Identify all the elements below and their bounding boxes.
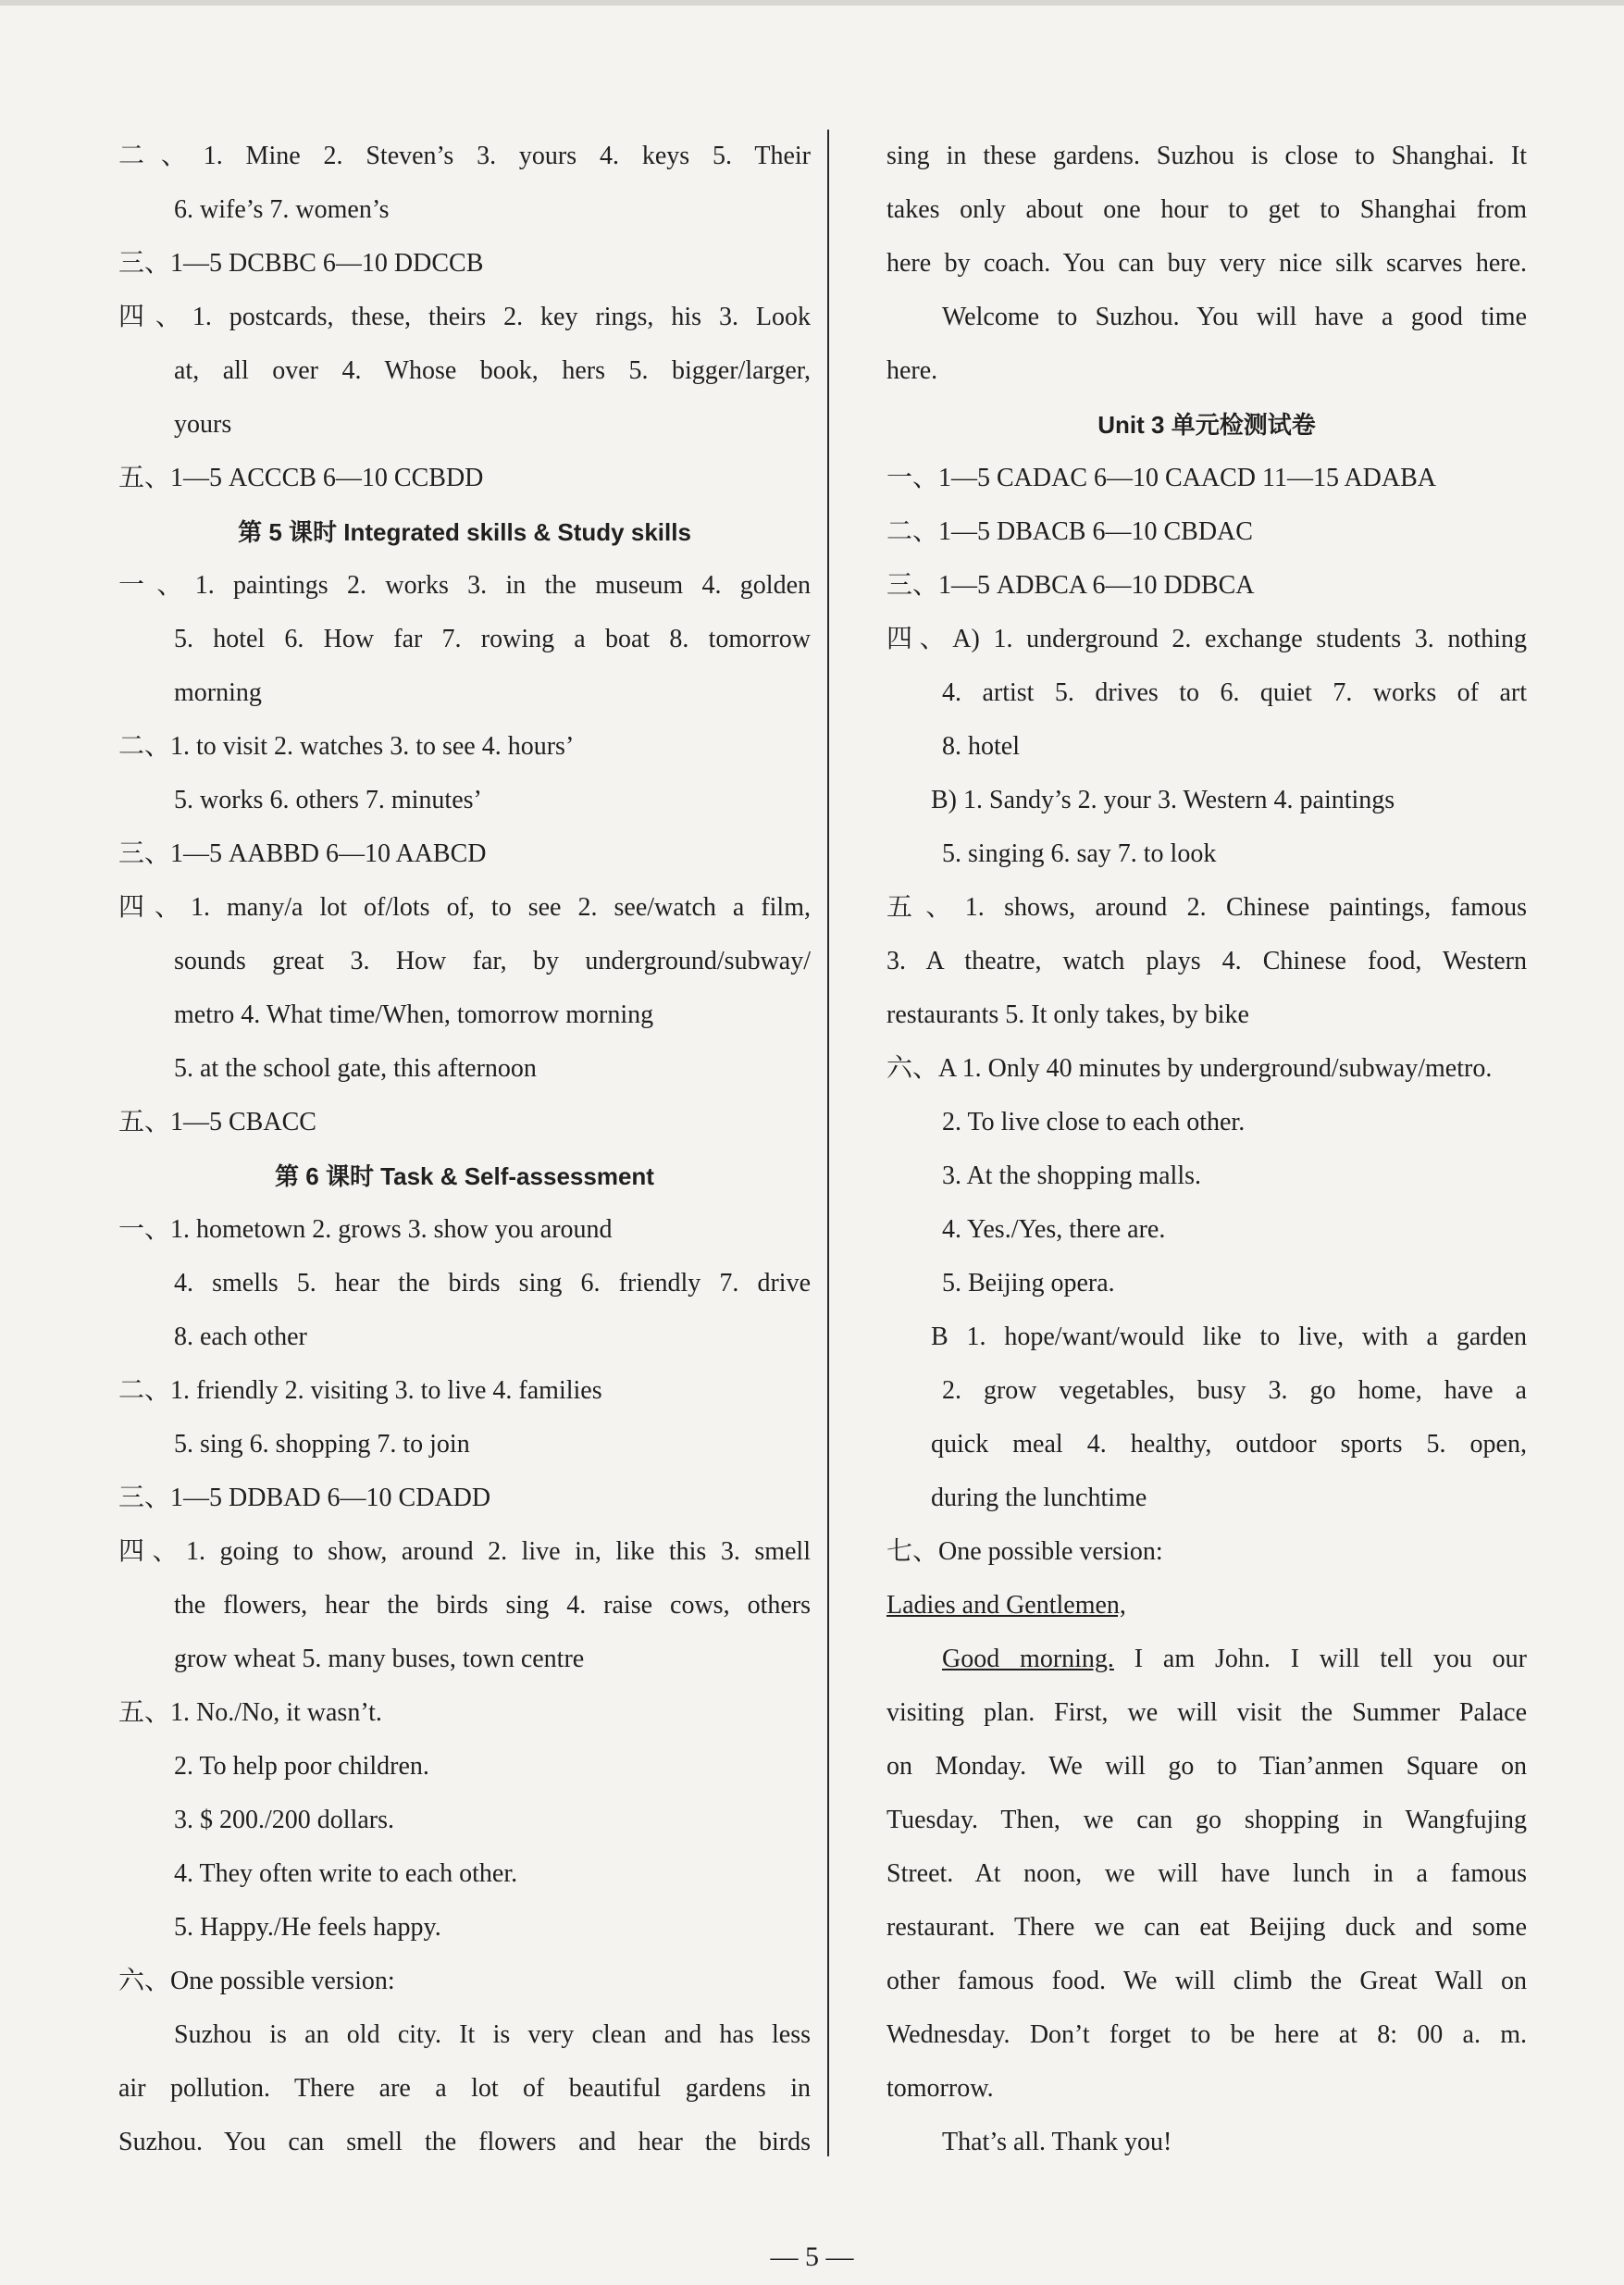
- left-line: air pollution. There are a lot of beautiful gardens in: [118, 2074, 811, 2103]
- right-line: Wednesday. Don’t forget to be here at 8: 00 a. m.: [886, 2020, 1527, 2049]
- right-line: 3. A theatre, watch plays 4. Chinese food, Western: [886, 947, 1527, 975]
- left-line: 五、1—5 ACCCB 6—10 CCBDD: [118, 464, 484, 492]
- column-divider: [827, 130, 829, 2156]
- left-line: 二、1. Mine 2. Steven’s 3. yours 4. keys 5. Their: [118, 142, 811, 170]
- right-line: Ladies and Gentlemen,: [886, 1591, 1126, 1620]
- right-line: Welcome to Suzhou. You will have a good time: [942, 303, 1527, 331]
- right-line: visiting plan. First, we will visit the Summer Palace: [886, 1698, 1527, 1727]
- right-line: 4. Yes./Yes, there are.: [942, 1215, 1166, 1244]
- right-line: restaurants 5. It only takes, by bike: [886, 1000, 1249, 1029]
- left-line: 5. sing 6. shopping 7. to join: [174, 1430, 470, 1459]
- right-line: tomorrow.: [886, 2074, 994, 2103]
- right-line: here by coach. You can buy very nice silk scarves here.: [886, 249, 1527, 278]
- right-line: here.: [886, 356, 938, 385]
- left-line: 5. hotel 6. How far 7. rowing a boat 8. tomorrow: [174, 625, 811, 653]
- right-line: Tuesday. Then, we can go shopping in Wangfujing: [886, 1806, 1527, 1834]
- right-line: 3. At the shopping malls.: [942, 1161, 1201, 1190]
- left-line: 4. smells 5. hear the birds sing 6. friendly 7. drive: [174, 1269, 811, 1298]
- right-line: 四、A) 1. underground 2. exchange students 3. nothing: [886, 625, 1527, 653]
- right-line: 三、1—5 ADBCA 6—10 DDBCA: [886, 571, 1255, 600]
- right-line: Street. At noon, we will have lunch in a famous: [886, 1859, 1527, 1888]
- right-line: other famous food. We will climb the Great Wall on: [886, 1967, 1527, 1995]
- right-column: [886, 130, 1527, 2169]
- left-line: 四、1. postcards, these, theirs 2. key rings, his 3. Look: [118, 303, 811, 331]
- right-line: 5. singing 6. say 7. to look: [942, 839, 1217, 868]
- left-line: 三、1—5 DDBAD 6—10 CDADD: [118, 1484, 491, 1512]
- right-line: B 1. hope/want/would like to live, with a garden: [931, 1323, 1527, 1351]
- right-line: Good morning. I am John. I will tell you our: [942, 1645, 1527, 1673]
- left-line: 二、1. friendly 2. visiting 3. to live 4. families: [118, 1376, 602, 1405]
- right-line: sing in these gardens. Suzhou is close to Shanghai. It: [886, 142, 1527, 170]
- left-line: 四、1. going to show, around 2. live in, like this 3. smell: [118, 1537, 811, 1566]
- left-line: 五、1—5 CBACC: [118, 1108, 316, 1136]
- left-line: 8. each other: [174, 1323, 307, 1351]
- right-line: restaurant. There we can eat Beijing duck and some: [886, 1913, 1527, 1942]
- right-line: 二、1—5 DBACB 6—10 CBDAC: [886, 517, 1253, 546]
- right-line: 六、A 1. Only 40 minutes by underground/subway/metro.: [886, 1054, 1493, 1083]
- left-line: 六、One possible version:: [118, 1967, 395, 1995]
- left-line: 6. wife’s 7. women’s: [174, 195, 390, 224]
- left-line: 二、1. to visit 2. watches 3. to see 4. hours’: [118, 732, 575, 761]
- right-line: 4. artist 5. drives to 6. quiet 7. works of art: [942, 678, 1527, 707]
- left-line: 五、1. No./No, it wasn’t.: [118, 1698, 382, 1727]
- page-number: — 5 —: [770, 2242, 854, 2272]
- right-line: 2. To live close to each other.: [942, 1108, 1246, 1136]
- right-line: 2. grow vegetables, busy 3. go home, have a: [942, 1376, 1527, 1405]
- left-line: grow wheat 5. many buses, town centre: [174, 1645, 585, 1673]
- left-line: 3. $ 200./200 dollars.: [174, 1806, 394, 1834]
- left-line: 第 5 课时 Integrated skills & Study skills: [238, 518, 691, 546]
- left-line: the flowers, hear the birds sing 4. raise cows, others: [174, 1591, 811, 1620]
- left-line: 2. To help poor children.: [174, 1752, 429, 1781]
- left-line: Suzhou is an old city. It is very clean and has less: [174, 2020, 811, 2049]
- left-line: 4. They often write to each other.: [174, 1859, 518, 1888]
- top-edge: [0, 0, 1624, 6]
- left-line: metro 4. What time/When, tomorrow morning: [174, 1000, 654, 1029]
- left-line: 三、1—5 DCBBC 6—10 DDCCB: [118, 249, 484, 278]
- left-line: 一、1. paintings 2. works 3. in the museum 4. golden: [118, 571, 811, 600]
- right-line: B) 1. Sandy’s 2. your 3. Western 4. paintings: [931, 786, 1395, 814]
- right-line: during the lunchtime: [931, 1484, 1147, 1512]
- left-line: morning: [174, 678, 262, 707]
- left-line: 5. Happy./He feels happy.: [174, 1913, 441, 1942]
- left-line: 四、1. many/a lot of/lots of, to see 2. see/watch a film,: [118, 893, 811, 922]
- left-line: Suzhou. You can smell the flowers and hear the birds: [118, 2128, 811, 2156]
- left-line: 一、1. hometown 2. grows 3. show you around: [118, 1215, 613, 1244]
- left-line: at, all over 4. Whose book, hers 5. bigger/larger,: [174, 356, 811, 385]
- right-line: Unit 3 单元检测试卷: [1097, 411, 1316, 439]
- right-line: 五、1. shows, around 2. Chinese paintings, famous: [886, 893, 1527, 922]
- left-line: yours: [174, 410, 232, 439]
- right-line: 5. Beijing opera.: [942, 1269, 1115, 1298]
- right-line: 8. hotel: [942, 732, 1020, 761]
- right-line: on Monday. We will go to Tian’anmen Square on: [886, 1752, 1527, 1781]
- right-line: quick meal 4. healthy, outdoor sports 5. open,: [931, 1430, 1527, 1459]
- right-line: That’s all. Thank you!: [942, 2128, 1172, 2156]
- right-line: takes only about one hour to get to Shanghai from: [886, 195, 1527, 224]
- right-line: 一、1—5 CADAC 6—10 CAACD 11—15 ADABA: [886, 464, 1437, 492]
- left-line: 三、1—5 AABBD 6—10 AABCD: [118, 839, 487, 868]
- left-line: 第 6 课时 Task & Self-assessment: [275, 1162, 654, 1190]
- left-line: 5. at the school gate, this afternoon: [174, 1054, 537, 1083]
- left-line: sounds great 3. How far, by underground/subway/: [174, 947, 811, 975]
- left-line: 5. works 6. others 7. minutes’: [174, 786, 482, 814]
- left-column: [118, 130, 811, 2169]
- right-line: 七、One possible version:: [886, 1537, 1163, 1566]
